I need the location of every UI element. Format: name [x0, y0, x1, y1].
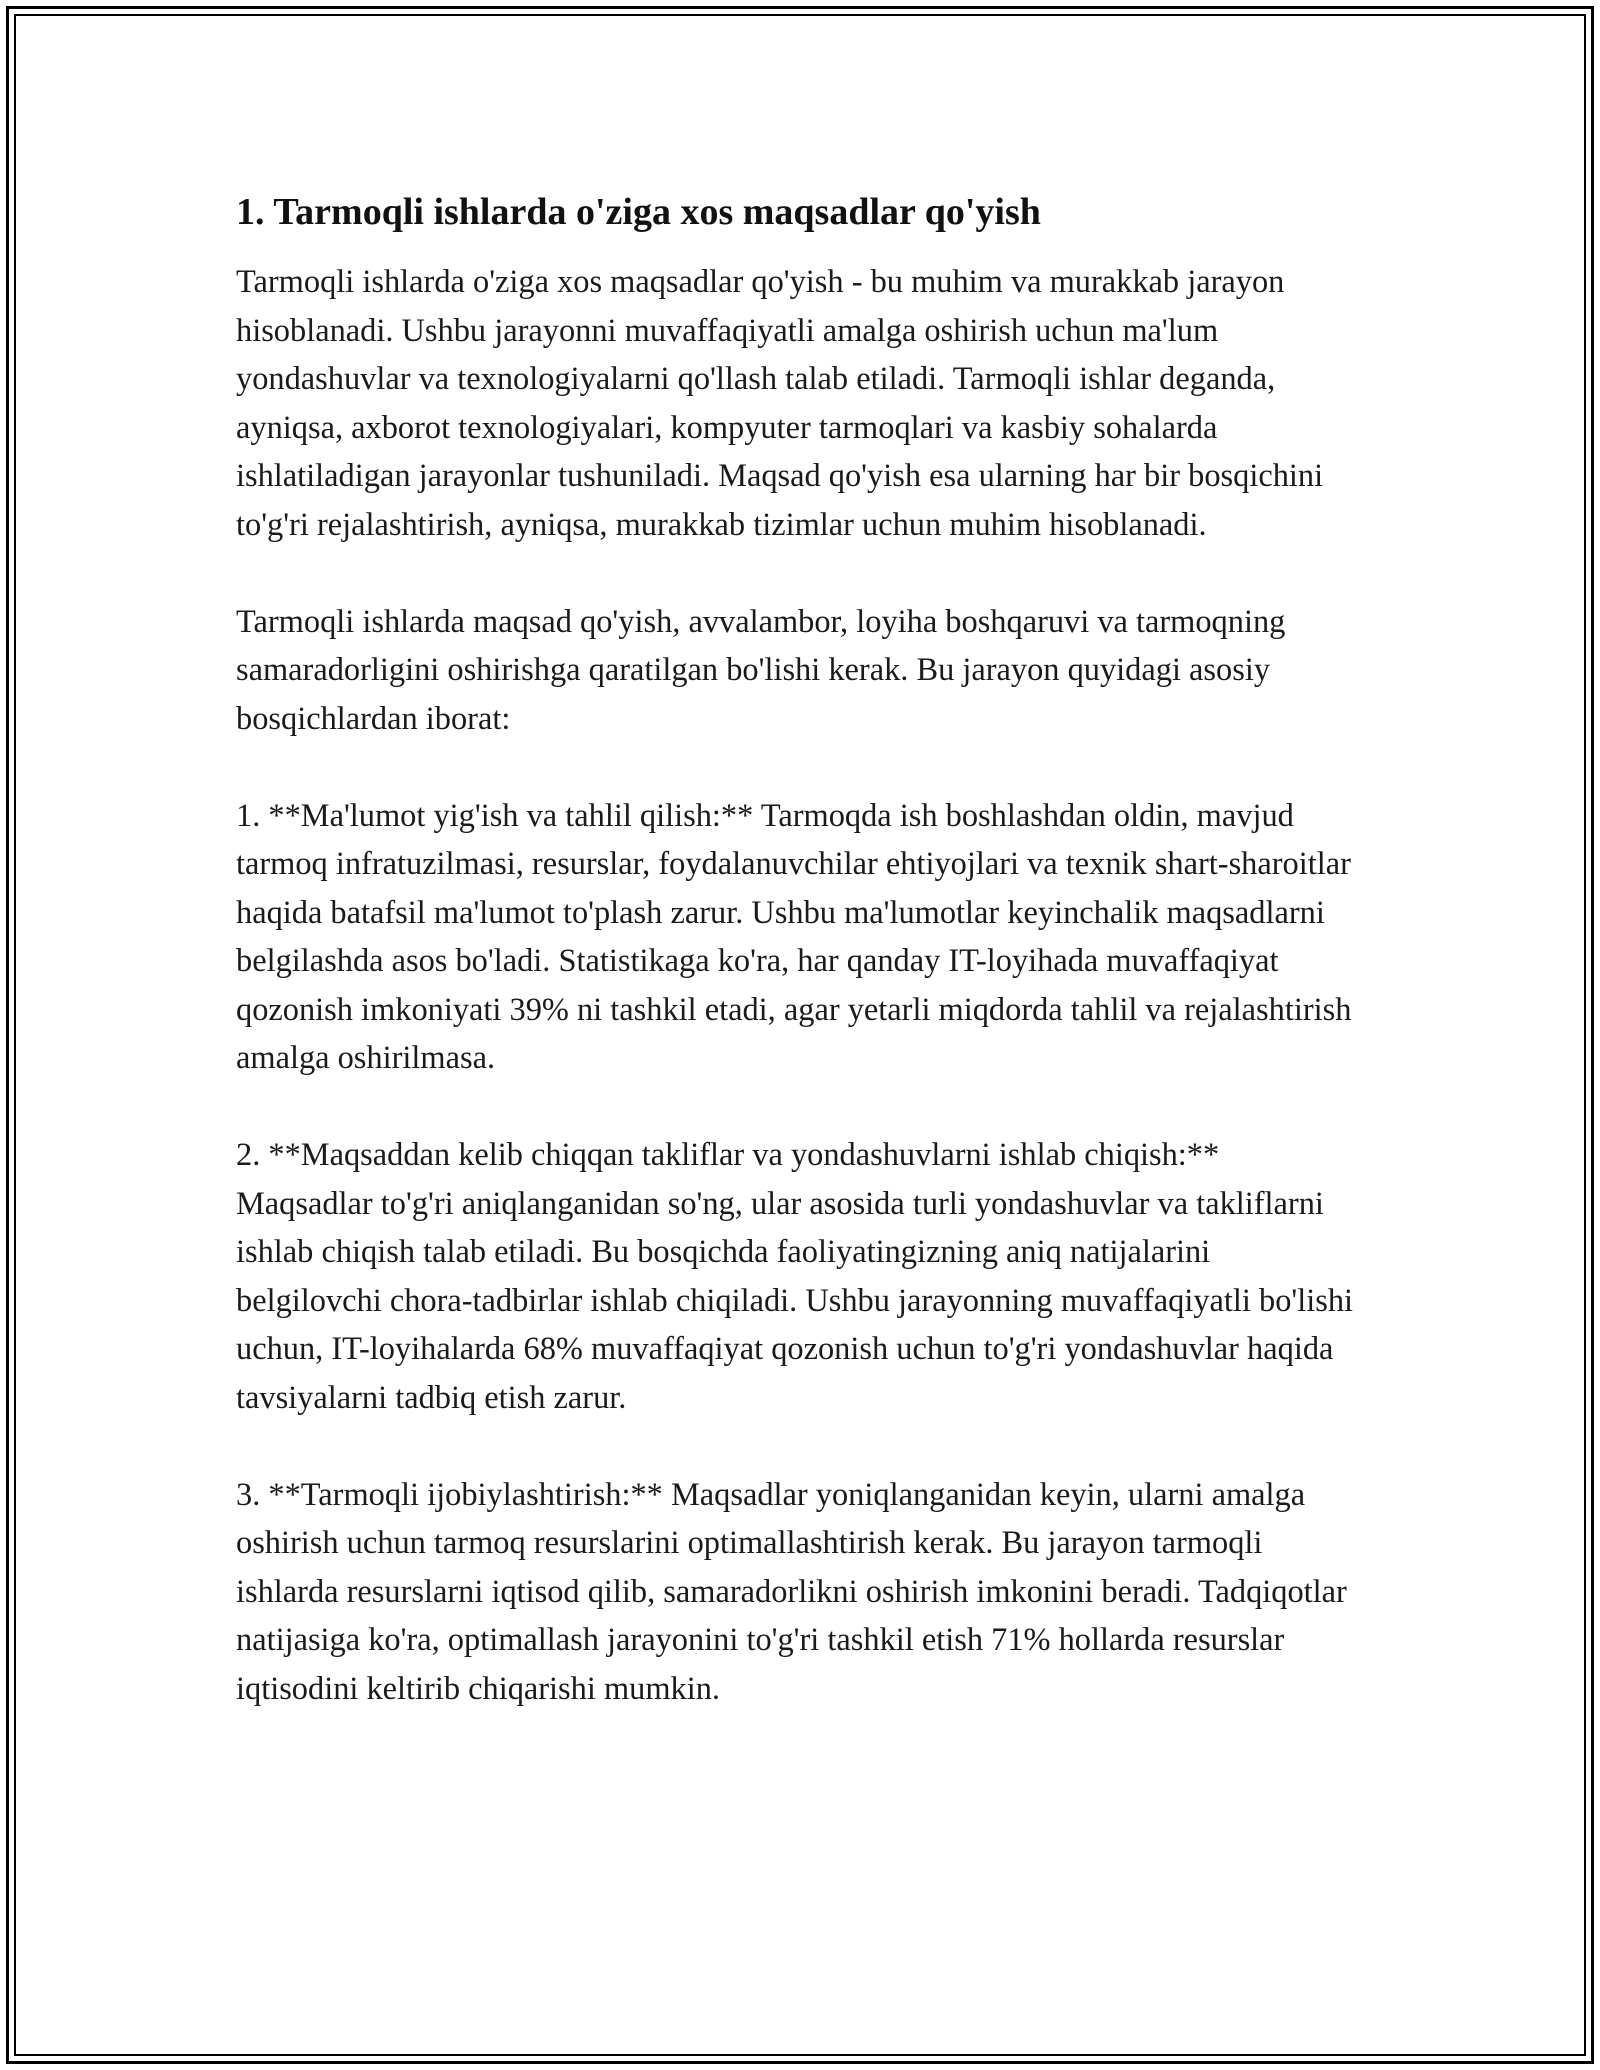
list-item-step-3: 3. **Tarmoqli ijobiylashtirish:** Maqsadlar yoniqlanganidan keyin, ularni amalga oshirish uchun tarmoq resurslarini optimallashtirish kerak. Bu jarayon tarmoqli ishlarda resurslarni iqtisod qilib, samaradorlikni oshirish imkonini beradi. Tadqiqotlar natijasiga ko'ra, optimallash jarayonini to'g'ri tashkil etish 71% hollarda resurslar iqtisodini keltirib chiqarishi mumkin. — [236, 1476, 1347, 1707]
section-heading: 1. Tarmoqli ishlarda o'ziga xos maqsadlar qo'yish — [236, 191, 1041, 233]
list-item-step-2: 2. **Maqsaddan kelib chiqqan takliflar va yondashuvlarni ishlab chiqish:** Maqsadlar to'g'ri aniqlanganidan so'ng, ular asosida turli yondashuvlar va takliflarni ishlab chiqish talab etiladi. Bu bosqichda faoliyatingizning aniq natijalarini belgilovchi chora-tadbirlar ishlab chiqiladi. Ushbu jarayonning muvaffaqiyatli bo'lishi uchun, IT-loyihalarda 68% muvaffaqiyat qozonish uchun to'g'ri yondashuvlar haqida tavsiyalarni tadbiq etish zarur. — [236, 1137, 1354, 1416]
paragraph-stages-intro: Tarmoqli ishlarda maqsad qo'yish, avvalambor, loyiha boshqaruvi va tarmoqning samaradorligini oshirishga qaratilgan bo'lishi kerak. Bu jarayon quyidagi asosiy bosqichlardan iborat: — [236, 603, 1286, 737]
list-item-step-1: 1. **Ma'lumot yig'ish va tahlil qilish:** Tarmoqda ish boshlashdan oldin, mavjud tarmoq infratuzilmasi, resurslar, foydalanuvchilar ehtiyojlari va texnik shart-sharoitlar haqida batafsil ma'lumot to'plash zarur. Ushbu ma'lumotlar keyinchalik maqsadlarni belgilashda asos bo'ladi. Statistikaga ko'ra, har qanday IT-loyihada muvaffaqiyat qozonish imkoniyati 39% ni tashkil etadi, agar yetarli miqdorda tahlil va rejalashtirish amalga oshirilmasa. — [236, 797, 1352, 1076]
paragraph-intro: Tarmoqli ishlarda o'ziga xos maqsadlar qo'yish - bu muhim va murakkab jarayon hisoblanadi. Ushbu jarayonni muvaffaqiyatli amalga oshirish uchun ma'lum yondashuvlar va texnologiyalarni qo'llash talab etiladi. Tarmoqli ishlar deganda, ayniqsa, axborot texnologiyalari, kompyuter tarmoqlari va kasbiy sohalarda ishlatiladigan jarayonlar tushuniladi. Maqsad qo'yish esa ularning har bir bosqichini to'g'ri rejalashtirish, ayniqsa, murakkab tizimlar uchun muhim hisoblanadi. — [236, 264, 1324, 543]
document-body — [236, 188, 1360, 1713]
